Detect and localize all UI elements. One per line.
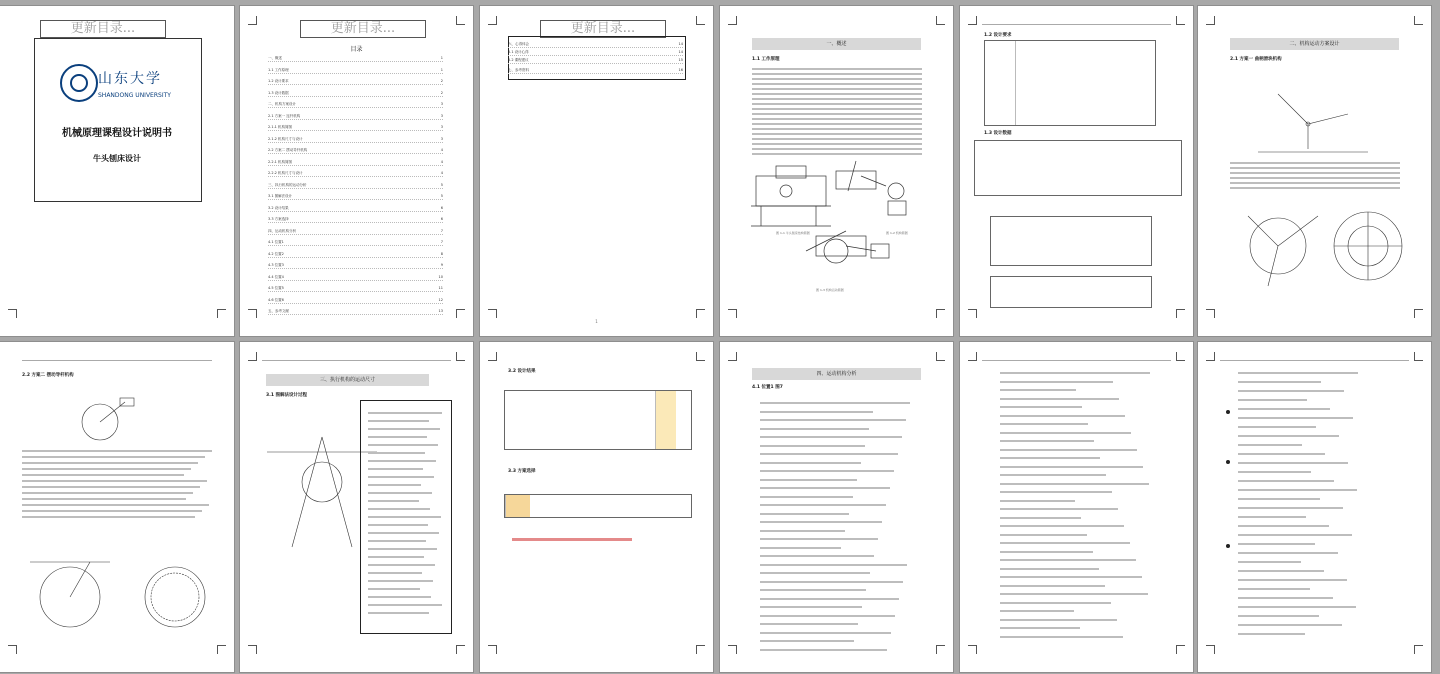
- toc-entry: 六、心得体会 14: [508, 42, 683, 46]
- text-line: [752, 148, 922, 150]
- crop-mark: [1176, 352, 1185, 361]
- text-line: [1238, 579, 1347, 581]
- text-line: [1000, 381, 1113, 383]
- text-line: [1000, 602, 1111, 604]
- text-line: [752, 98, 922, 100]
- crop-mark: [1206, 309, 1215, 318]
- text-line: [752, 138, 922, 140]
- crop-mark: [696, 309, 705, 318]
- crop-mark: [936, 352, 945, 361]
- text-line: [22, 456, 205, 458]
- university-name-en: SHANDONG UNIVERSITY: [98, 92, 171, 99]
- header-rule: [982, 24, 1171, 25]
- page-thumbnail-toc[interactable]: [240, 6, 473, 336]
- text-line: [1000, 542, 1130, 544]
- section-heading: 1.3 设计数据: [984, 131, 1012, 136]
- text-line: [1238, 489, 1357, 491]
- page-thumbnail-analysis-2[interactable]: [960, 342, 1193, 672]
- text-line: [22, 450, 212, 452]
- text-line: [760, 504, 886, 506]
- page-thumbnail-toc-2[interactable]: [480, 6, 713, 336]
- crop-mark: [456, 352, 465, 361]
- toc-title: 目录: [350, 46, 363, 53]
- text-line: [1000, 491, 1112, 493]
- text-line: [752, 133, 922, 135]
- crop-mark: [248, 309, 257, 318]
- crop-mark: [8, 645, 17, 654]
- text-line: [752, 73, 922, 75]
- text-line: [760, 598, 899, 600]
- crop-mark: [1414, 309, 1423, 318]
- text-line: [368, 460, 436, 462]
- crop-mark: [968, 309, 977, 318]
- text-line: [1000, 534, 1087, 536]
- text-line: [760, 487, 890, 489]
- header-rule: [262, 360, 451, 361]
- toc-entry[interactable]: 3.1 图解法设计 5: [268, 194, 443, 198]
- toc-entry[interactable]: 4.6 位置6 12: [268, 297, 443, 302]
- text-line: [760, 479, 857, 481]
- toc-entry[interactable]: 4.2 位置2 8: [268, 251, 443, 256]
- toc-entry[interactable]: 2.1.2 机构尺寸与设计 3: [268, 136, 443, 141]
- text-line: [760, 589, 866, 591]
- text-line: [760, 649, 887, 651]
- text-line: [368, 468, 423, 470]
- toc-entry[interactable]: 4.3 位置3 9: [268, 263, 443, 267]
- section-heading: 3.1 图解法设计过程: [266, 393, 308, 398]
- toc-entry[interactable]: 4.1 位置1 7: [268, 240, 443, 244]
- crop-mark: [968, 645, 977, 654]
- text-line: [760, 606, 862, 608]
- text-line: [1238, 624, 1342, 626]
- page-thumbnail-analysis[interactable]: [720, 342, 953, 672]
- university-name-cn: 山东大学: [98, 71, 162, 87]
- toc-entry[interactable]: 2.2.1 机构简图 4: [268, 159, 443, 164]
- text-line: [1000, 372, 1150, 374]
- text-line: [1238, 588, 1310, 590]
- text-line: [1230, 182, 1400, 184]
- text-line: [1238, 534, 1352, 536]
- text-line: [760, 623, 858, 625]
- text-line: [1000, 389, 1076, 391]
- chapter-heading: 二、机构运动方案设计: [1230, 38, 1399, 50]
- header-rule: [1220, 360, 1409, 361]
- text-line: [1000, 415, 1125, 417]
- text-line: [1000, 525, 1124, 527]
- section-heading: 2.1 方案一 曲柄滑块机构: [1230, 57, 1282, 62]
- page-thumbnail-analysis-3[interactable]: [1198, 342, 1431, 672]
- text-line: [760, 581, 903, 583]
- text-line: [22, 504, 209, 506]
- crop-mark: [1176, 16, 1185, 25]
- text-line: [760, 615, 895, 617]
- text-line: [1000, 432, 1131, 434]
- cover-title: 机械原理课程设计说明书: [62, 128, 172, 139]
- toc-entry[interactable]: 一、概述 1: [268, 56, 443, 60]
- text-line: [752, 103, 922, 105]
- text-line: [368, 508, 430, 510]
- page-number: 1: [595, 319, 598, 324]
- requirements-table: [984, 40, 1156, 126]
- text-line: [752, 113, 922, 115]
- svg-text:图 1-1 牛头刨床结构简图: 图 1-1 牛头刨床结构简图: [776, 231, 810, 235]
- text-line: [760, 572, 870, 574]
- text-line: [368, 612, 429, 614]
- update-toc-label: 更新目录...: [300, 20, 426, 38]
- text-line: [22, 516, 195, 518]
- text-line: [1000, 508, 1118, 510]
- crop-mark: [696, 645, 705, 654]
- text-line: [1000, 483, 1149, 485]
- text-line: [760, 428, 869, 430]
- text-line: [1000, 440, 1094, 442]
- text-line: [1000, 449, 1137, 451]
- text-line: [760, 547, 841, 549]
- crop-mark: [1414, 16, 1423, 25]
- toc-entry: 5.2 课程建议 15: [508, 58, 683, 62]
- toc-entry[interactable]: 4.5 位置5 11: [268, 286, 443, 290]
- chapter-heading: 三、执行机构的运动尺寸: [266, 374, 429, 386]
- text-line: [760, 453, 898, 455]
- note-text: [512, 538, 632, 541]
- svg-text:图 1-3 机构运动简图: 图 1-3 机构运动简图: [816, 288, 844, 292]
- crop-mark: [248, 645, 257, 654]
- text-line: [1238, 408, 1330, 410]
- crop-mark: [488, 309, 497, 318]
- data-table-2: [990, 216, 1152, 266]
- text-line: [760, 521, 882, 523]
- text-line: [1238, 480, 1334, 482]
- text-line: [1000, 636, 1123, 638]
- crop-mark: [696, 352, 705, 361]
- toc-entry[interactable]: 4.4 位置4 10: [268, 274, 443, 279]
- text-line: [760, 640, 854, 642]
- text-line: [760, 564, 907, 566]
- text-line: [1000, 517, 1081, 519]
- crop-mark: [248, 16, 257, 25]
- university-logo-icon: [60, 64, 98, 102]
- page-thumbnail-requirements[interactable]: [960, 6, 1193, 336]
- text-line: [1238, 606, 1356, 608]
- text-line: [368, 444, 438, 446]
- text-line: [1238, 399, 1307, 401]
- text-line: [368, 428, 440, 430]
- text-line: [368, 548, 437, 550]
- text-line: [368, 420, 429, 422]
- bullet: [1226, 544, 1230, 548]
- toc-entry[interactable]: 2.1.1 机构简图 3: [268, 125, 443, 129]
- update-toc-label: 更新目录...: [40, 20, 166, 38]
- scheme-compare-table: [504, 494, 692, 518]
- text-line: [1230, 167, 1400, 169]
- toc-entry[interactable]: 1.1 工作原理 1: [268, 67, 443, 72]
- text-line: [22, 474, 184, 476]
- text-line: [760, 411, 873, 413]
- text-line: [1000, 398, 1119, 400]
- text-line: [1000, 576, 1142, 578]
- guide-bar-diagram: [20, 542, 220, 642]
- mechanism-diagram: [1238, 74, 1388, 154]
- text-line: [1238, 507, 1343, 509]
- text-line: [1238, 561, 1301, 563]
- text-line: [368, 412, 442, 414]
- page-thumbnail-results[interactable]: [480, 342, 713, 672]
- text-line: [22, 480, 207, 482]
- data-table: [974, 140, 1182, 196]
- crop-mark: [456, 645, 465, 654]
- text-line: [752, 143, 922, 145]
- text-line: [1000, 619, 1117, 621]
- text-line: [1238, 462, 1348, 464]
- crop-mark: [936, 645, 945, 654]
- text-line: [1238, 426, 1316, 428]
- text-line: [1238, 444, 1302, 446]
- toc-entry: 5.1 设计心得 14: [508, 50, 683, 54]
- text-line: [760, 445, 865, 447]
- toc-entry[interactable]: 二、机构方案设计 3: [268, 102, 443, 106]
- results-table: [504, 390, 692, 450]
- bullet: [1226, 410, 1230, 414]
- text-line: [1238, 615, 1319, 617]
- crop-mark: [968, 16, 977, 25]
- text-line: [1000, 585, 1105, 587]
- data-table-3: [990, 276, 1152, 308]
- text-line: [752, 108, 922, 110]
- crop-mark: [968, 352, 977, 361]
- text-line: [22, 486, 200, 488]
- text-line: [368, 492, 432, 494]
- crop-mark: [728, 309, 737, 318]
- text-line: [1238, 516, 1306, 518]
- toc-entry[interactable]: 五、参考文献 13: [268, 309, 443, 313]
- text-line: [368, 524, 428, 526]
- crop-mark: [248, 352, 257, 361]
- crop-mark: [456, 16, 465, 25]
- text-line: [752, 68, 922, 70]
- text-line: [22, 492, 193, 494]
- text-line: [368, 564, 435, 566]
- crop-mark: [1206, 352, 1215, 361]
- text-line: [1000, 559, 1136, 561]
- crop-mark: [728, 645, 737, 654]
- text-line: [22, 498, 186, 500]
- text-line: [368, 452, 425, 454]
- update-toc-label: 更新目录...: [540, 20, 666, 38]
- toc-entry[interactable]: 2.1 方案一 连杆机构 3: [268, 113, 443, 118]
- crop-mark: [728, 352, 737, 361]
- text-line: [1230, 172, 1400, 174]
- text-line: [760, 530, 845, 532]
- toc-entry[interactable]: 1.3 设计数据 2: [268, 90, 443, 95]
- crop-mark: [456, 309, 465, 318]
- text-line: [752, 93, 922, 95]
- text-line: [368, 572, 422, 574]
- crop-mark: [1414, 352, 1423, 361]
- text-line: [1238, 633, 1305, 635]
- cover-frame: [34, 38, 202, 202]
- text-line: [1000, 610, 1074, 612]
- section-heading: 1.2 设计要求: [984, 33, 1012, 38]
- text-line: [368, 500, 419, 502]
- text-line: [752, 88, 922, 90]
- crop-mark: [936, 16, 945, 25]
- svg-text:图 1-2 机构简图: 图 1-2 机构简图: [886, 231, 908, 235]
- crop-mark: [696, 16, 705, 25]
- toc-entry: 七、参考资料 16: [508, 68, 683, 72]
- page-thumbnail-scheme-2[interactable]: [0, 342, 234, 672]
- text-line: [1000, 406, 1082, 408]
- text-line: [1238, 498, 1320, 500]
- crop-mark: [1176, 645, 1185, 654]
- text-line: [1238, 552, 1338, 554]
- page-thumbnail-cover[interactable]: [0, 6, 234, 336]
- text-line: [752, 153, 922, 155]
- text-line: [760, 419, 906, 421]
- bullet: [1226, 460, 1230, 464]
- crop-mark: [1206, 16, 1215, 25]
- section-heading: 3.3 方案选择: [508, 469, 536, 474]
- crop-mark: [217, 645, 226, 654]
- section-heading: 4.1 位置1 图7: [752, 385, 783, 390]
- text-line: [1000, 474, 1106, 476]
- text-line: [1238, 372, 1358, 374]
- crop-mark: [936, 309, 945, 318]
- text-line: [1238, 597, 1333, 599]
- text-line: [1238, 525, 1329, 527]
- text-line: [1238, 390, 1344, 392]
- header-rule: [982, 360, 1171, 361]
- section-heading: 3.2 设计结果: [508, 369, 536, 374]
- toc-entry[interactable]: 1.2 设计要求 2: [268, 79, 443, 83]
- motion-diagram: [1228, 196, 1408, 296]
- text-line: [752, 128, 922, 130]
- crop-mark: [1414, 645, 1423, 654]
- text-line: [1000, 457, 1100, 459]
- text-line: [1238, 471, 1311, 473]
- toc-entry[interactable]: 三、执行机构的运动分析 5: [268, 182, 443, 187]
- text-line: [1230, 177, 1400, 179]
- crop-mark: [728, 16, 737, 25]
- toc-entry[interactable]: 3.2 设计结果 6: [268, 205, 443, 210]
- text-line: [752, 78, 922, 80]
- text-line: [1238, 453, 1325, 455]
- text-line: [368, 476, 434, 478]
- text-line: [368, 580, 433, 582]
- text-line: [1000, 466, 1143, 468]
- text-line: [368, 484, 421, 486]
- text-line: [368, 516, 441, 518]
- crop-mark: [217, 309, 226, 318]
- text-line: [368, 556, 424, 558]
- page-thumbnail-dimensions[interactable]: [240, 342, 473, 672]
- cover-subtitle: 牛头刨床设计: [93, 154, 141, 163]
- text-line: [1238, 417, 1353, 419]
- text-line: [752, 118, 922, 120]
- text-line: [760, 402, 910, 404]
- text-line: [760, 462, 861, 464]
- machine-drawing: [746, 156, 926, 296]
- text-line: [760, 470, 894, 472]
- text-line: [22, 462, 198, 464]
- section-heading: 1.1 工作原理: [752, 57, 780, 62]
- text-line: [760, 513, 849, 515]
- text-line: [368, 436, 427, 438]
- crop-mark: [8, 309, 17, 318]
- text-line: [368, 588, 420, 590]
- text-line: [1238, 543, 1315, 545]
- chapter-heading: 一、概述: [752, 38, 921, 50]
- crop-mark: [1176, 309, 1185, 318]
- text-line: [1000, 627, 1080, 629]
- text-line: [760, 496, 853, 498]
- page-thumbnail-scheme[interactable]: [1198, 6, 1431, 336]
- text-line: [1230, 162, 1400, 164]
- text-line: [368, 540, 426, 542]
- crop-mark: [488, 645, 497, 654]
- crop-mark: [488, 352, 497, 361]
- text-line: [760, 555, 874, 557]
- text-line: [1000, 551, 1093, 553]
- header-rule: [22, 360, 212, 361]
- text-line: [1000, 568, 1099, 570]
- text-line: [1238, 435, 1339, 437]
- text-line: [1000, 500, 1075, 502]
- text-line: [368, 596, 431, 598]
- toc-entry[interactable]: 2.2 方案二 摆动导杆机构 4: [268, 148, 443, 152]
- text-line: [752, 123, 922, 125]
- text-line: [22, 468, 191, 470]
- text-line: [1238, 570, 1324, 572]
- text-line: [760, 632, 891, 634]
- chapter-heading: 四、运动机构分析: [752, 368, 921, 380]
- crop-mark: [1206, 645, 1215, 654]
- toc-entry[interactable]: 3.3 方案选择 6: [268, 217, 443, 221]
- text-line: [760, 538, 878, 540]
- crop-mark: [488, 16, 497, 25]
- text-line: [368, 604, 442, 606]
- page-thumbnail-overview[interactable]: [720, 6, 953, 336]
- text-line: [1238, 381, 1321, 383]
- toc-entry[interactable]: 四、运动机构分析 7: [268, 228, 443, 233]
- text-line: [22, 510, 202, 512]
- text-line: [1230, 187, 1400, 189]
- text-line: [752, 83, 922, 85]
- text-line: [1000, 423, 1088, 425]
- text-line: [1000, 593, 1148, 595]
- crank-diagram: [60, 392, 160, 442]
- text-line: [760, 436, 902, 438]
- toc-entry[interactable]: 2.2.2 机构尺寸与设计 4: [268, 171, 443, 175]
- section-heading: 2.2 方案二 摆动导杆机构: [22, 373, 74, 378]
- text-line: [368, 532, 439, 534]
